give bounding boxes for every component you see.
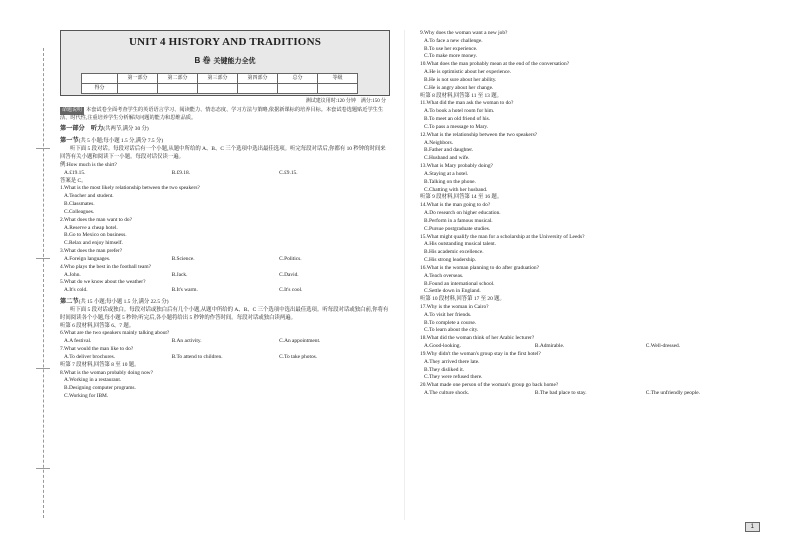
option[interactable]: B.Perform in a famous musical. bbox=[424, 217, 493, 224]
option[interactable]: C.His strong leadership. bbox=[424, 257, 477, 264]
options-row: A.It's cold. B.It's warm. C.It's cool. bbox=[64, 287, 303, 294]
question-4: 4.Who plays the best in the football team? bbox=[60, 263, 152, 270]
options-row: A.Good-looking. B.Admirable. C.Well-dressed. bbox=[424, 343, 681, 350]
option[interactable]: A.They arrived there late. bbox=[424, 358, 480, 365]
question-16: 16.What is the woman planning to do after graduation? bbox=[420, 264, 540, 271]
margin-label bbox=[36, 468, 50, 469]
question-3: 3.What does the man prefer? bbox=[60, 248, 123, 255]
options-row: A.Foreign languages. B.Science. C.Politics. bbox=[64, 255, 302, 262]
question-15: 15.What might qualify the man for a scholarship at the University of Leeds? bbox=[420, 233, 585, 240]
option[interactable]: B.To use her experience. bbox=[424, 45, 478, 52]
options-row: A.To deliver brochures. B.To attend to children. C.To take photos. bbox=[64, 353, 318, 360]
question-6: 6.What are the two speakers mainly talking about? bbox=[60, 330, 170, 337]
options-row: A.John. B.Jack. C.David. bbox=[64, 271, 299, 278]
option[interactable]: A.Staying at a hotel. bbox=[424, 170, 469, 177]
binding-margin bbox=[20, 48, 60, 518]
margin-label bbox=[36, 148, 50, 149]
example-options: A.£19.15. B.£9.18. C.£9.15. bbox=[64, 169, 298, 176]
material-note: 听第 6 段材料,回答第 6、7 题。 bbox=[60, 322, 135, 329]
column-divider bbox=[404, 30, 405, 520]
option[interactable]: A.Teacher and student. bbox=[64, 193, 114, 200]
option[interactable]: B.His academic excellence. bbox=[424, 249, 484, 256]
option[interactable]: B.To meet an old friend of his. bbox=[424, 116, 491, 123]
intro-badge: 命题说明 bbox=[62, 108, 83, 114]
option[interactable]: C.Working for IBM. bbox=[64, 393, 109, 400]
unit-title: UNIT 4 HISTORY AND TRADITIONS bbox=[128, 36, 322, 48]
option[interactable]: C.To learn about the city. bbox=[424, 327, 479, 334]
sec2-instructions: 听下面 5 段对话或独白。每段对话或独白后有几个小题,从题中所给的 A、B、C 三个选项中选出最佳选项。听每段对话或独白前,你将有时间阅读各个小题,每小题 5 秒钟;听完后,各小题将给出 5 秒钟的作答时间。每段对话或独白读两遍。 bbox=[60, 307, 389, 321]
option[interactable]: C.Relax and enjoy himself. bbox=[64, 240, 123, 247]
option[interactable]: B.To complete a course. bbox=[424, 319, 477, 326]
unit-header bbox=[60, 30, 390, 96]
example-answer: 答案是 C。 bbox=[60, 177, 87, 184]
sub-title: B 卷 关键能力全优 bbox=[194, 55, 256, 65]
question-1: 1.What is the most likely relationship between the two speakers? bbox=[60, 185, 200, 192]
left-column bbox=[60, 30, 390, 401]
option[interactable]: A.Neighbors. bbox=[424, 139, 454, 146]
option[interactable]: C.Pursue postgraduate studies. bbox=[424, 225, 491, 232]
example-question: 例:How much is the shirt? bbox=[60, 161, 117, 168]
option[interactable]: C.To make more money. bbox=[424, 53, 478, 60]
option[interactable]: A.To face a new challenge. bbox=[424, 37, 483, 44]
option[interactable]: B.They disliked it. bbox=[424, 366, 465, 373]
options-row: A.A festival. B.An activity. C.An appointment. bbox=[64, 338, 321, 345]
option[interactable]: B.Father and daughter. bbox=[424, 147, 474, 154]
option[interactable]: C.Husband and wife. bbox=[424, 155, 470, 162]
option[interactable]: C.Chatting with her husband. bbox=[424, 186, 488, 193]
page-number: 1 bbox=[745, 522, 760, 532]
option[interactable]: C.He is angry about her change. bbox=[424, 84, 494, 91]
right-column bbox=[420, 30, 760, 398]
option[interactable]: A.Working in a restaurant. bbox=[64, 377, 122, 384]
question-9: 9.Why does the woman want a new job? bbox=[420, 30, 508, 36]
options-row: A.The culture shock. B.The bad place to stay. C.The unfriendly people. bbox=[424, 390, 700, 397]
intro: 命题说明 本套试卷全面考查学生的英语语言学习、阅读能力、情态态度、学习方法与策略,依据新课标的培养目标。本套试卷选题贴近学生生活、时代性,注重培养学生分析解决问题的能力和思维品质。 bbox=[60, 107, 384, 121]
sec1-instructions: 听下面 5 段对话。每段对话后有一个小题,从题中所给的 A、B、C 三个选项中选出最佳选项。听完每段对话后,你都有 10 秒钟的时间来回答有关小题和阅读下一小题。每段对话仅读一遍。 bbox=[60, 146, 386, 161]
question-17: 17.Why is the woman in Cairo? bbox=[420, 303, 489, 310]
option[interactable]: A.Do research on higher education. bbox=[424, 210, 501, 217]
option[interactable]: A.To book a hotel room for him. bbox=[424, 108, 495, 115]
option[interactable]: B.Go to Mexico on business. bbox=[64, 232, 127, 239]
question-12: 12.What is the relationship between the two speakers? bbox=[420, 131, 538, 138]
question-20: 20.What made one person of the woman's group go back home? bbox=[420, 382, 559, 389]
question-2: 2.What does the man want to do? bbox=[60, 216, 133, 223]
question-8: 8.What is the woman probably doing now? bbox=[60, 369, 153, 376]
option[interactable]: B.He is not sure about her ability. bbox=[424, 76, 497, 83]
option[interactable]: B.Classmates. bbox=[64, 201, 95, 208]
cut-line bbox=[43, 48, 44, 518]
sec2-heading: 第二节(共 15 小题;每小题 1.5 分,满分 22.5 分) bbox=[60, 298, 169, 306]
material-note: 听第 7 段材料,回答第 8 至 10 题。 bbox=[60, 361, 140, 368]
question-13: 13.What is Mary probably doing? bbox=[420, 163, 493, 170]
option[interactable]: C.They were refused there. bbox=[424, 374, 483, 381]
option[interactable]: C.To pass a message to Mary. bbox=[424, 123, 489, 130]
part1-heading: 第一部分 听力(共两节,满分 30 分) bbox=[60, 125, 149, 133]
material-note: 听第 9 段材料,回答第 14 至 16 题。 bbox=[420, 194, 503, 201]
question-14: 14.What is the man going to do? bbox=[420, 202, 491, 209]
score-table: 第一部分 第二部分 第三部分 第四部分 总分 等级 得分 bbox=[81, 73, 358, 94]
question-19: 19.Why didn't the woman's group stay in the first hotel? bbox=[420, 350, 541, 357]
option[interactable]: C.Settle down in England. bbox=[424, 288, 481, 295]
margin-label bbox=[36, 368, 50, 369]
option[interactable]: C.Colleagues. bbox=[64, 208, 95, 215]
material-note: 听第 10 段材料,回答第 17 至 20 题。 bbox=[420, 296, 505, 303]
option[interactable]: A.Reserve a cheap hotel. bbox=[64, 224, 118, 231]
option[interactable]: A.Teach overseas. bbox=[424, 272, 464, 279]
question-7: 7.What would the man like to do? bbox=[60, 346, 134, 353]
option[interactable]: A.He is optimistic about her experience. bbox=[424, 69, 511, 76]
option[interactable]: A.His outstanding musical talent. bbox=[424, 241, 497, 248]
option[interactable]: B.Found an international school. bbox=[424, 280, 495, 287]
option[interactable]: A.To visit her friends. bbox=[424, 311, 472, 318]
material-note: 听第 8 段材料,回答第 11 至 13 题。 bbox=[420, 92, 503, 99]
margin-label bbox=[36, 258, 50, 259]
question-10: 10.What does the man probably mean at the end of the conversation? bbox=[420, 61, 570, 68]
question-5: 5.What do we know about the weather? bbox=[60, 279, 146, 286]
option[interactable]: B.Designing computer programs. bbox=[64, 385, 136, 392]
sec1-heading: 第一节(共 5 小题;每小题 1.5 分,满分 7.5 分) bbox=[60, 137, 164, 145]
option[interactable]: B.Talking on the phone. bbox=[424, 178, 476, 185]
question-18: 18.What did the woman think of her Arabic lecturer? bbox=[420, 335, 535, 342]
question-11: 11.What did the man ask the woman to do? bbox=[420, 100, 514, 107]
time-line: 测试建议用时:120 分钟 满分:150 分 bbox=[305, 99, 386, 104]
